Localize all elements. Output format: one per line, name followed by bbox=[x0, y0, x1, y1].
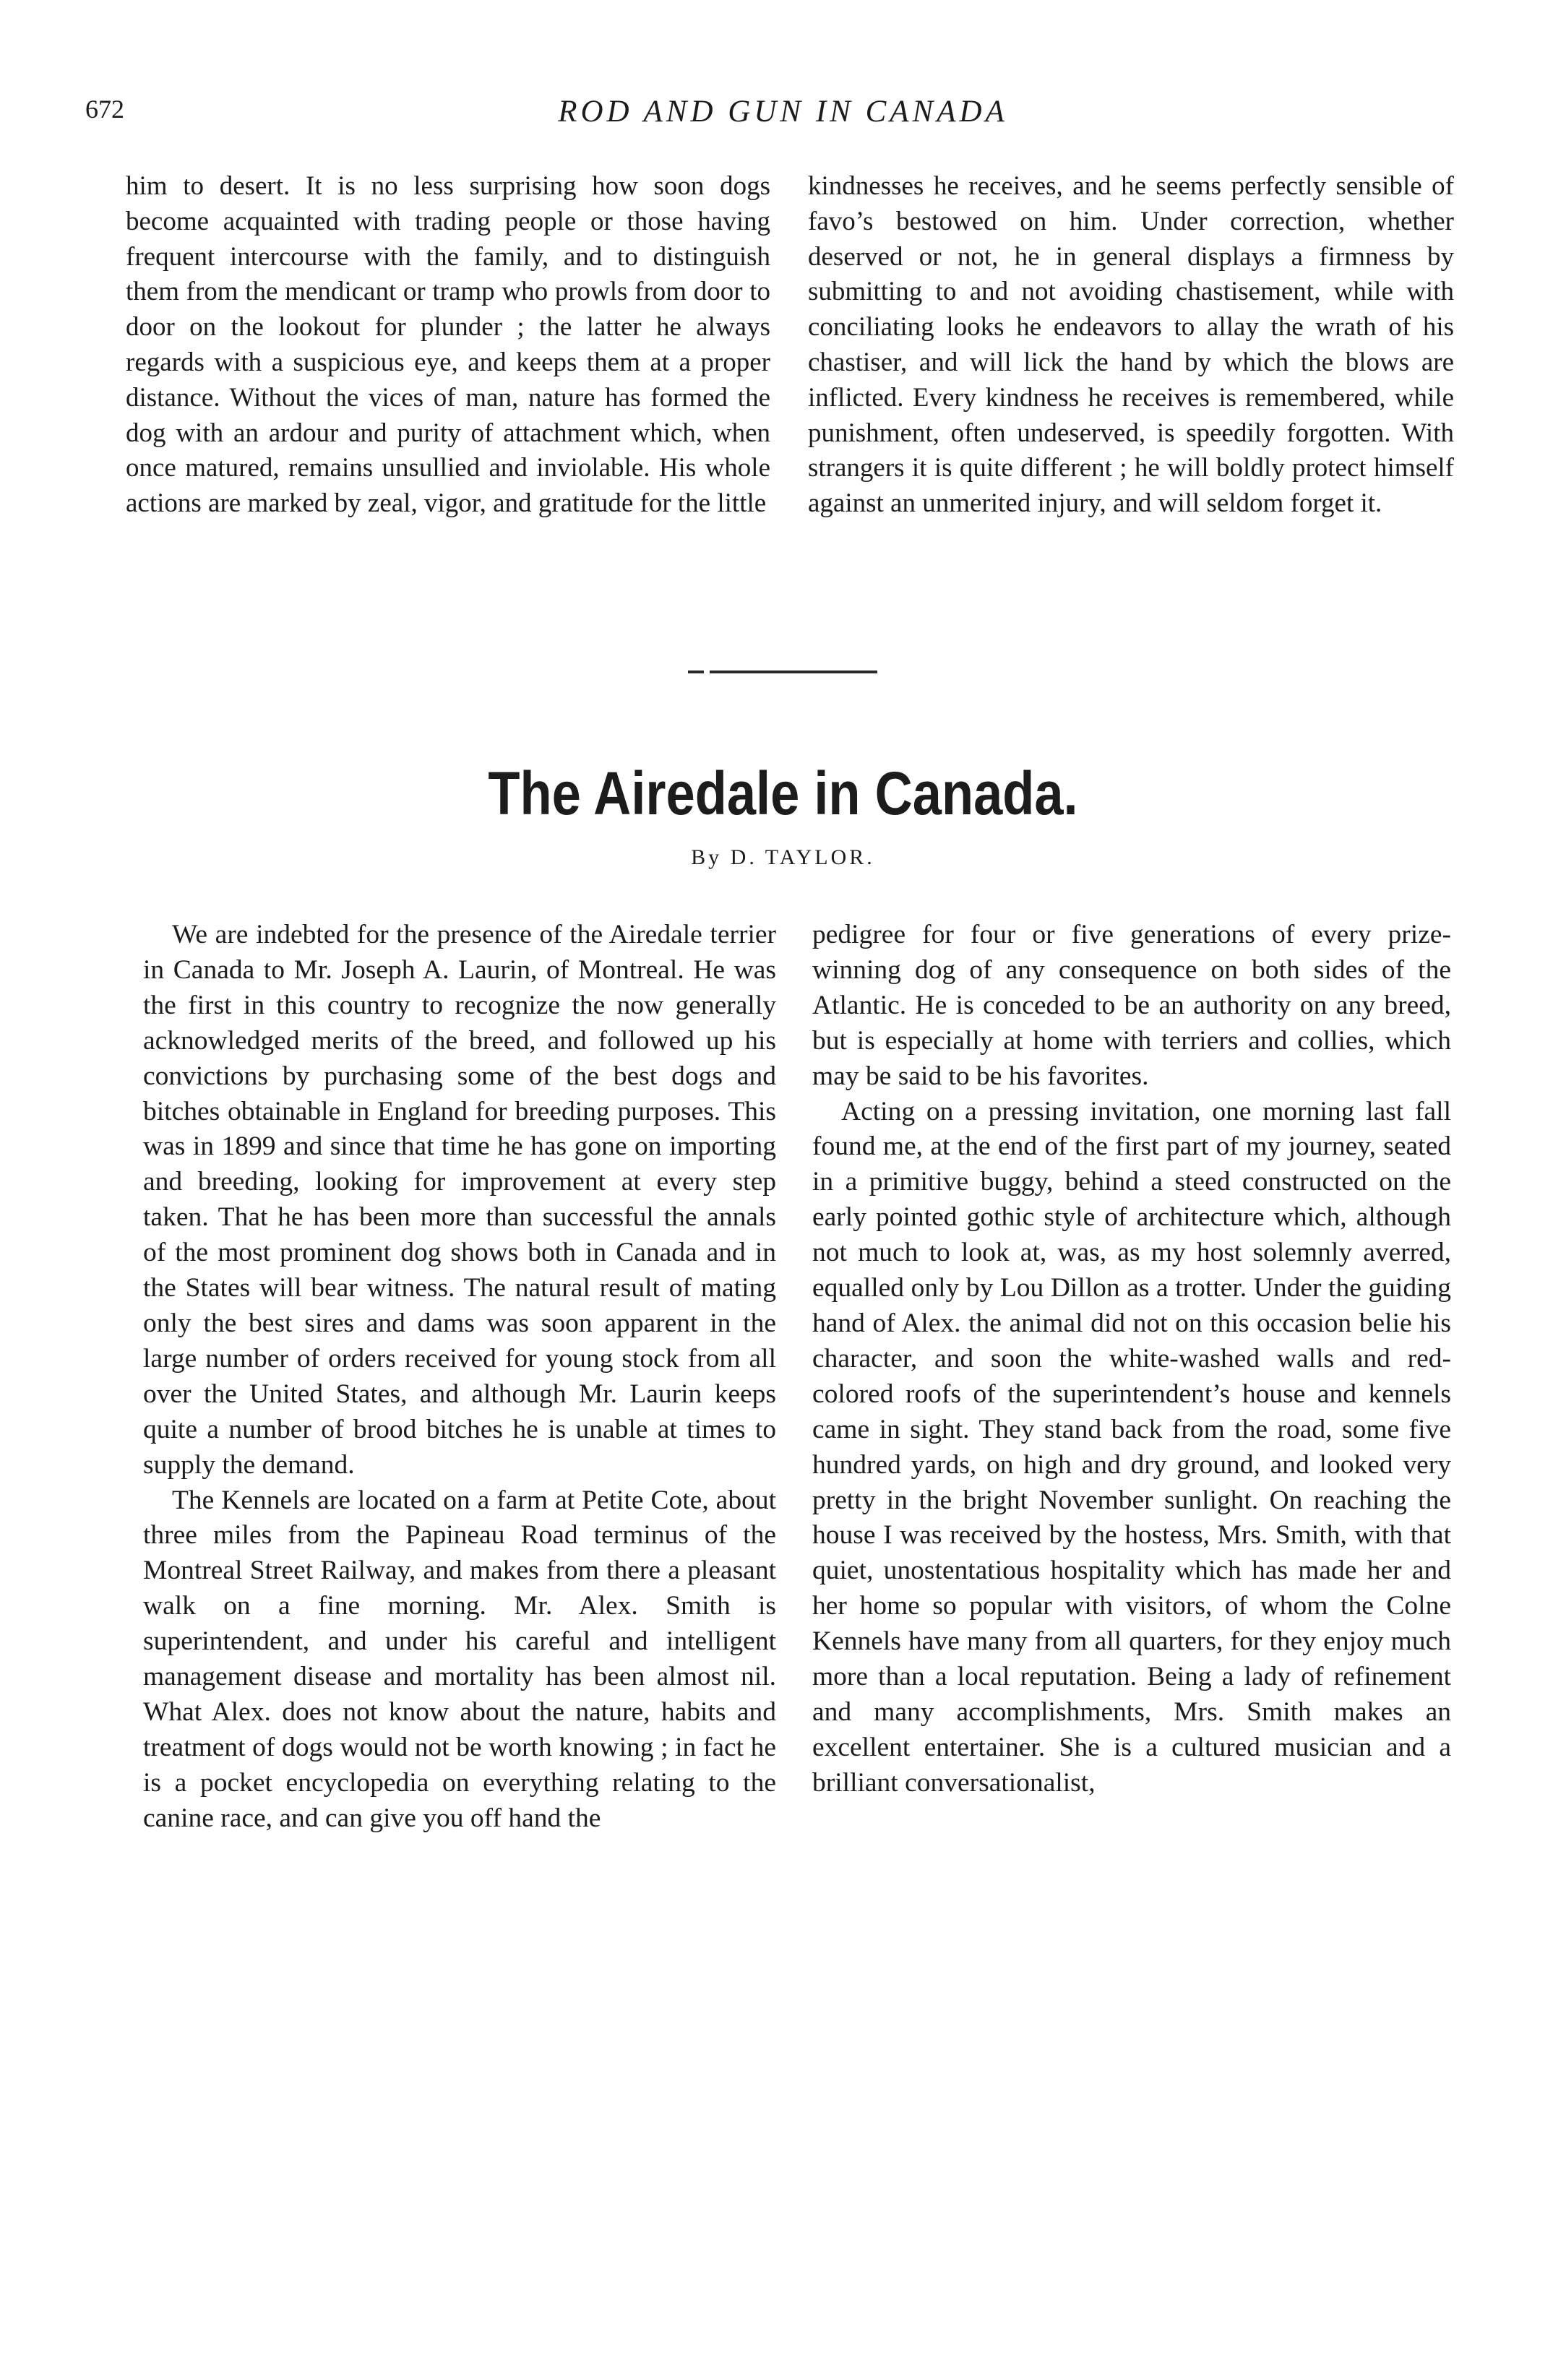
paragraph: The Kennels are located on a farm at Petite Cote, about three miles from the Papineau Road terminus of the Montreal Street Railway, and makes from there a pleasant walk on a fine morning. Mr. Alex. Smith is superintendent, and under his careful and intelligent management disease and mortality has been almost nil. What Alex. does not know about the nature, habits and treatment of dogs would not be worth knowing ; in fact he is a pocket encyclopedia on everything relating to the canine race, and can give you off hand the bbox=[143, 1485, 776, 1833]
paragraph: We are indebted for the presence of the Airedale terrier in Canada to Mr. Joseph A. Laurin, of Montreal. He was the first in this country to recognize the now generally acknowledged merits of the breed, and followed up his convictions by purchasing some of the best dogs and bitches obtainable in England for breeding purposes. This was in 1899 and since that time he has gone on importing and breeding, looking for improvement at every step taken. That he has been more than successful the annals of the most prominent dog shows both in Canada and in the States will bear witness. The natural result of mating only the best sires and dams was soon apparent in the large number of orders received for young stock from all over the United States, and although Mr. Laurin keeps quite a number of brood bitches he is unable at times to supply the demand. bbox=[143, 920, 776, 1480]
paragraph: him to desert. It is no less surprising how soon dogs become acquainted with trading people or those having frequent intercourse with the family, and to distinguish them from the mendicant or tramp who prowls from door to door on the lookout for plunder ; the latter he always regards with a suspicious eye, and keeps them at a proper distance. Without the vices of man, nature has formed the dog with an ardour and purity of attachment which, when once matured, remains unsullied and inviolable. His whole actions are marked by zeal, vigor, and gratitude for the little bbox=[126, 171, 770, 519]
article-right-column bbox=[812, 918, 1451, 1801]
paragraph: kindnesses he receives, and he seems perfectly sensible of favo’s bestowed on him. Under correction, whether deserved or not, he in general displays a firmness by submitting to and not avoiding chastisement, while with conciliating looks he endeavors to allay the wrath of his chastiser, and will lick the hand by which the blows are inflicted. Every kindness he receives is remembered, while punishment, often undeserved, is speedily forgotten. With strangers it is quite different ; he will boldly protect himself against an unmerited injury, and will seldom forget it. bbox=[808, 171, 1454, 519]
paragraph: Acting on a pressing invitation, one morning last fall found me, at the end of the first part of my journey, seated in a primitive buggy, behind a steed constructed on the early pointed gothic style of architecture which, although not much to look at, was, as my host solemnly averred, equalled only by Lou Dillon as a trotter. Under the guiding hand of Alex. the animal did not on this occasion belie his character, and soon the white-washed walls and red-colored roofs of the superintendent’s house and kennels came in sight. They stand back from the road, some five hundred yards, on high and dry ground, and looked very pretty in the bright November sunlight. On reaching the house I was received by the hostess, Mrs. Smith, with that quiet, unostentatious hospitality which has made her and her home so popular with visitors, of whom the Colne Kennels have many from all quarters, for they enjoy much more than a local reputation. Being a lady of refinement and many accomplishments, Mrs. Smith makes an excellent entertainer. She is a cultured musician and a brilliant conversationalist, bbox=[812, 1096, 1451, 1798]
section-separator bbox=[710, 671, 877, 673]
article-title: The Airedale in Canada. bbox=[488, 759, 1078, 827]
upper-left-column bbox=[126, 169, 770, 522]
page-number: 672 bbox=[85, 95, 124, 124]
paragraph: pedigree for four or five generations of every prize-winning dog of any consequence on both sides of the Atlantic. He is conceded to be an authority on any breed, but is especially at home with terriers and collies, which may be said to be his favorites. bbox=[812, 920, 1451, 1091]
byline: By D. TAYLOR. bbox=[691, 845, 875, 869]
article-left-column bbox=[143, 918, 776, 1837]
running-head: ROD AND GUN IN CANADA bbox=[558, 95, 1008, 129]
upper-right-column bbox=[808, 169, 1454, 522]
